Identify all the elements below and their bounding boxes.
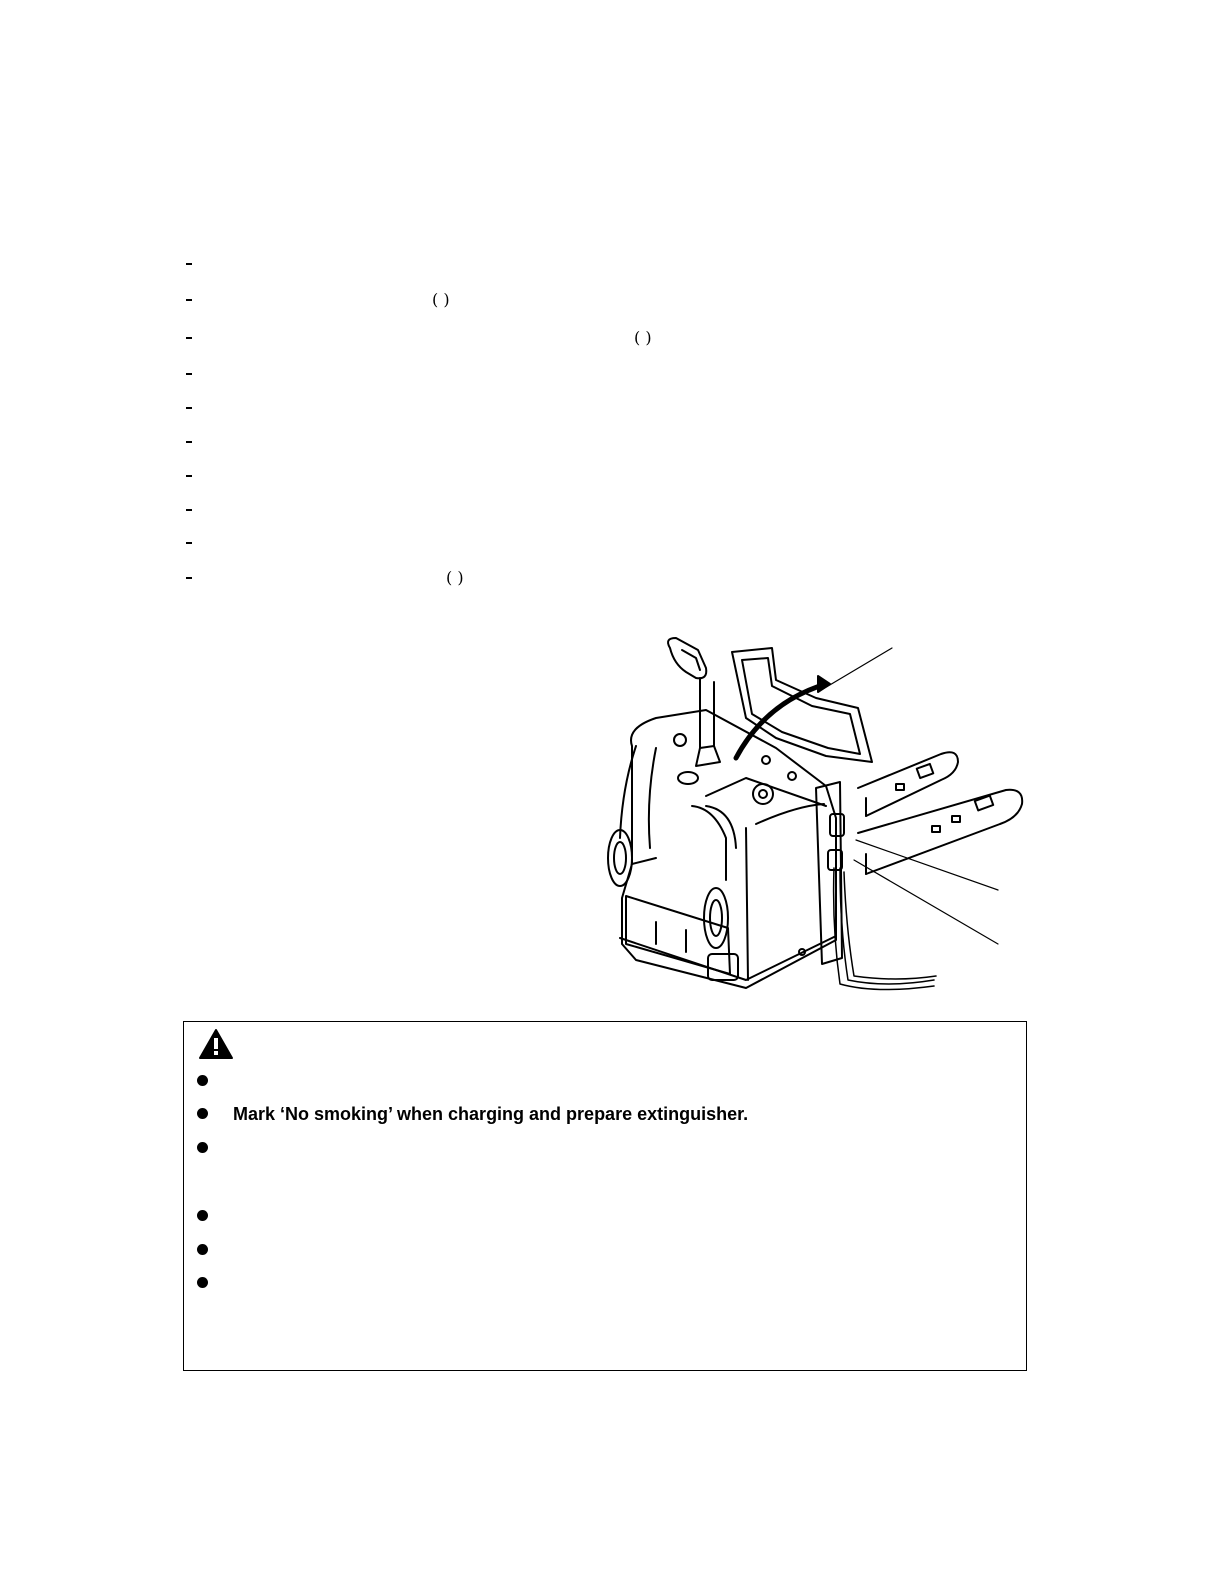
step-dash (186, 337, 192, 339)
step-item (186, 566, 786, 590)
warning-bullet (197, 1108, 208, 1119)
step-item (186, 498, 786, 522)
pallet-truck-illustration (596, 628, 1036, 1000)
step-dash (186, 542, 192, 544)
step-item (186, 326, 786, 350)
step-dash (186, 441, 192, 443)
step-reference: ( ) (432, 290, 450, 309)
step-item (186, 252, 786, 276)
step-dash (186, 407, 192, 409)
warning-bullet (197, 1244, 208, 1255)
step-reference: ( ) (446, 568, 464, 587)
step-item (186, 531, 786, 555)
warning-bullet (197, 1210, 208, 1221)
step-item (186, 396, 786, 420)
step-item (186, 464, 786, 488)
warning-bullet (197, 1277, 208, 1288)
warning-triangle-icon (198, 1028, 234, 1060)
warning-bullet (197, 1142, 208, 1153)
step-dash (186, 475, 192, 477)
step-dash (186, 509, 192, 511)
warning-box (183, 1021, 1027, 1371)
step-dash (186, 577, 192, 579)
step-item (186, 362, 786, 386)
step-item (186, 430, 786, 454)
warning-item: Mark ‘No smoking’ when charging and prepare extinguisher. (233, 1104, 749, 1124)
warning-bullet (197, 1075, 208, 1086)
step-item (186, 288, 786, 312)
step-dash (186, 299, 192, 301)
step-dash (186, 263, 192, 265)
step-reference: ( ) (634, 328, 652, 347)
step-dash (186, 373, 192, 375)
